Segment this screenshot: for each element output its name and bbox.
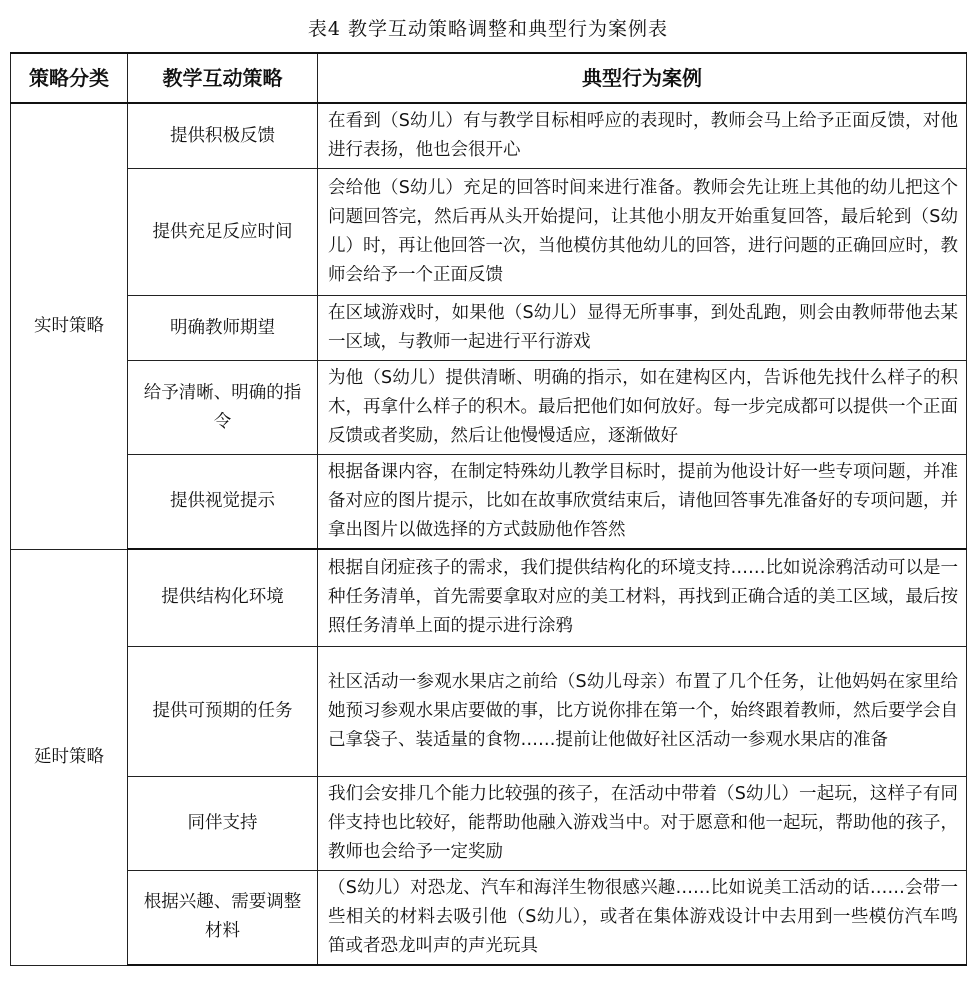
strategy-cell: 提供可预期的任务 [128, 646, 318, 776]
table-row [11, 361, 967, 455]
strategy-cell: 提供结构化环境 [128, 549, 318, 646]
case-cell: 在区域游戏时，如果他（S幼儿）显得无所事事，到处乱跑，则会由教师带他去某一区域，与教师一起进行平行游戏 [318, 296, 967, 361]
table-row [11, 169, 967, 296]
strategy-cell: 提供充足反应时间 [128, 169, 318, 296]
table-row [11, 296, 967, 361]
header-category: 策略分类 [11, 53, 128, 103]
case-cell: 为他（S幼儿）提供清晰、明确的指示，如在建构区内，告诉他先找什么样子的积木，再拿什么样子的积木。最后把他们如何放好。每一步完成都可以提供一个正面反馈或者奖励，然后让他慢慢适应，逐渐做好 [318, 361, 967, 455]
category-cell-delayed: 延时策略 [11, 549, 128, 965]
header-case: 典型行为案例 [318, 53, 967, 103]
table-header-row [11, 53, 967, 103]
strategy-cell: 明确教师期望 [128, 296, 318, 361]
case-cell: 根据备课内容，在制定特殊幼儿教学目标时，提前为他设计好一些专项问题，并准备对应的图片提示，比如在故事欣赏结束后，请他回答事先准备好的专项问题，并拿出图片以做选择的方式鼓励他作答然 [318, 455, 967, 550]
strategy-cell: 提供视觉提示 [128, 455, 318, 550]
case-cell: 根据自闭症孩子的需求，我们提供结构化的环境支持……比如说涂鸦活动可以是一种任务清单，首先需要拿取对应的美工材料，再找到正确合适的美工区域，最后按照任务清单上面的提示进行涂鸦 [318, 549, 967, 646]
table-caption: 表4 教学互动策略调整和典型行为案例表 [307, 18, 669, 40]
strategy-cell: 同伴支持 [128, 776, 318, 870]
case-cell: 社区活动一参观水果店之前给（S幼儿母亲）布置了几个任务，让他妈妈在家里给她预习参观水果店要做的事，比方说你排在第一个，始终跟着教师，然后要学会自己拿袋子、装适量的食物……提前让他做好社区活动一参观水果店的准备 [318, 646, 967, 776]
case-cell: 我们会安排几个能力比较强的孩子，在活动中带着（S幼儿）一起玩，这样子有同伴支持也比较好，能帮助他融入游戏当中。对于愿意和他一起玩，帮助他的孩子，教师也会给予一定奖励 [318, 776, 967, 870]
strategy-cell: 提供积极反馈 [128, 103, 318, 169]
case-cell: 在看到（S幼儿）有与教学目标相呼应的表现时，教师会马上给予正面反馈，对他进行表扬，他也会很开心 [318, 103, 967, 169]
table-row [11, 870, 967, 965]
strategy-cell: 根据兴趣、需要调整材料 [128, 870, 318, 965]
header-strategy: 教学互动策略 [128, 53, 318, 103]
table-row [11, 103, 967, 169]
table-row [11, 455, 967, 550]
case-cell: （S幼儿）对恐龙、汽车和海洋生物很感兴趣……比如说美工活动的话……会带一些相关的材料去吸引他（S幼儿），或者在集体游戏设计中去用到一些模仿汽车鸣笛或者恐龙叫声的声光玩具 [318, 870, 967, 965]
table-row [11, 646, 967, 776]
strategy-table [10, 52, 967, 966]
category-cell-realtime: 实时策略 [11, 103, 128, 549]
strategy-cell: 给予清晰、明确的指令 [128, 361, 318, 455]
table-row [11, 776, 967, 870]
case-cell: 会给他（S幼儿）充足的回答时间来进行准备。教师会先让班上其他的幼儿把这个问题回答完，然后再从头开始提问，让其他小朋友开始重复回答，最后轮到（S幼儿）时，再让他回答一次，当他模仿其他幼儿的回答，进行问题的正确回应时，教师会给予一个正面反馈 [318, 169, 967, 296]
table-row [11, 549, 967, 646]
